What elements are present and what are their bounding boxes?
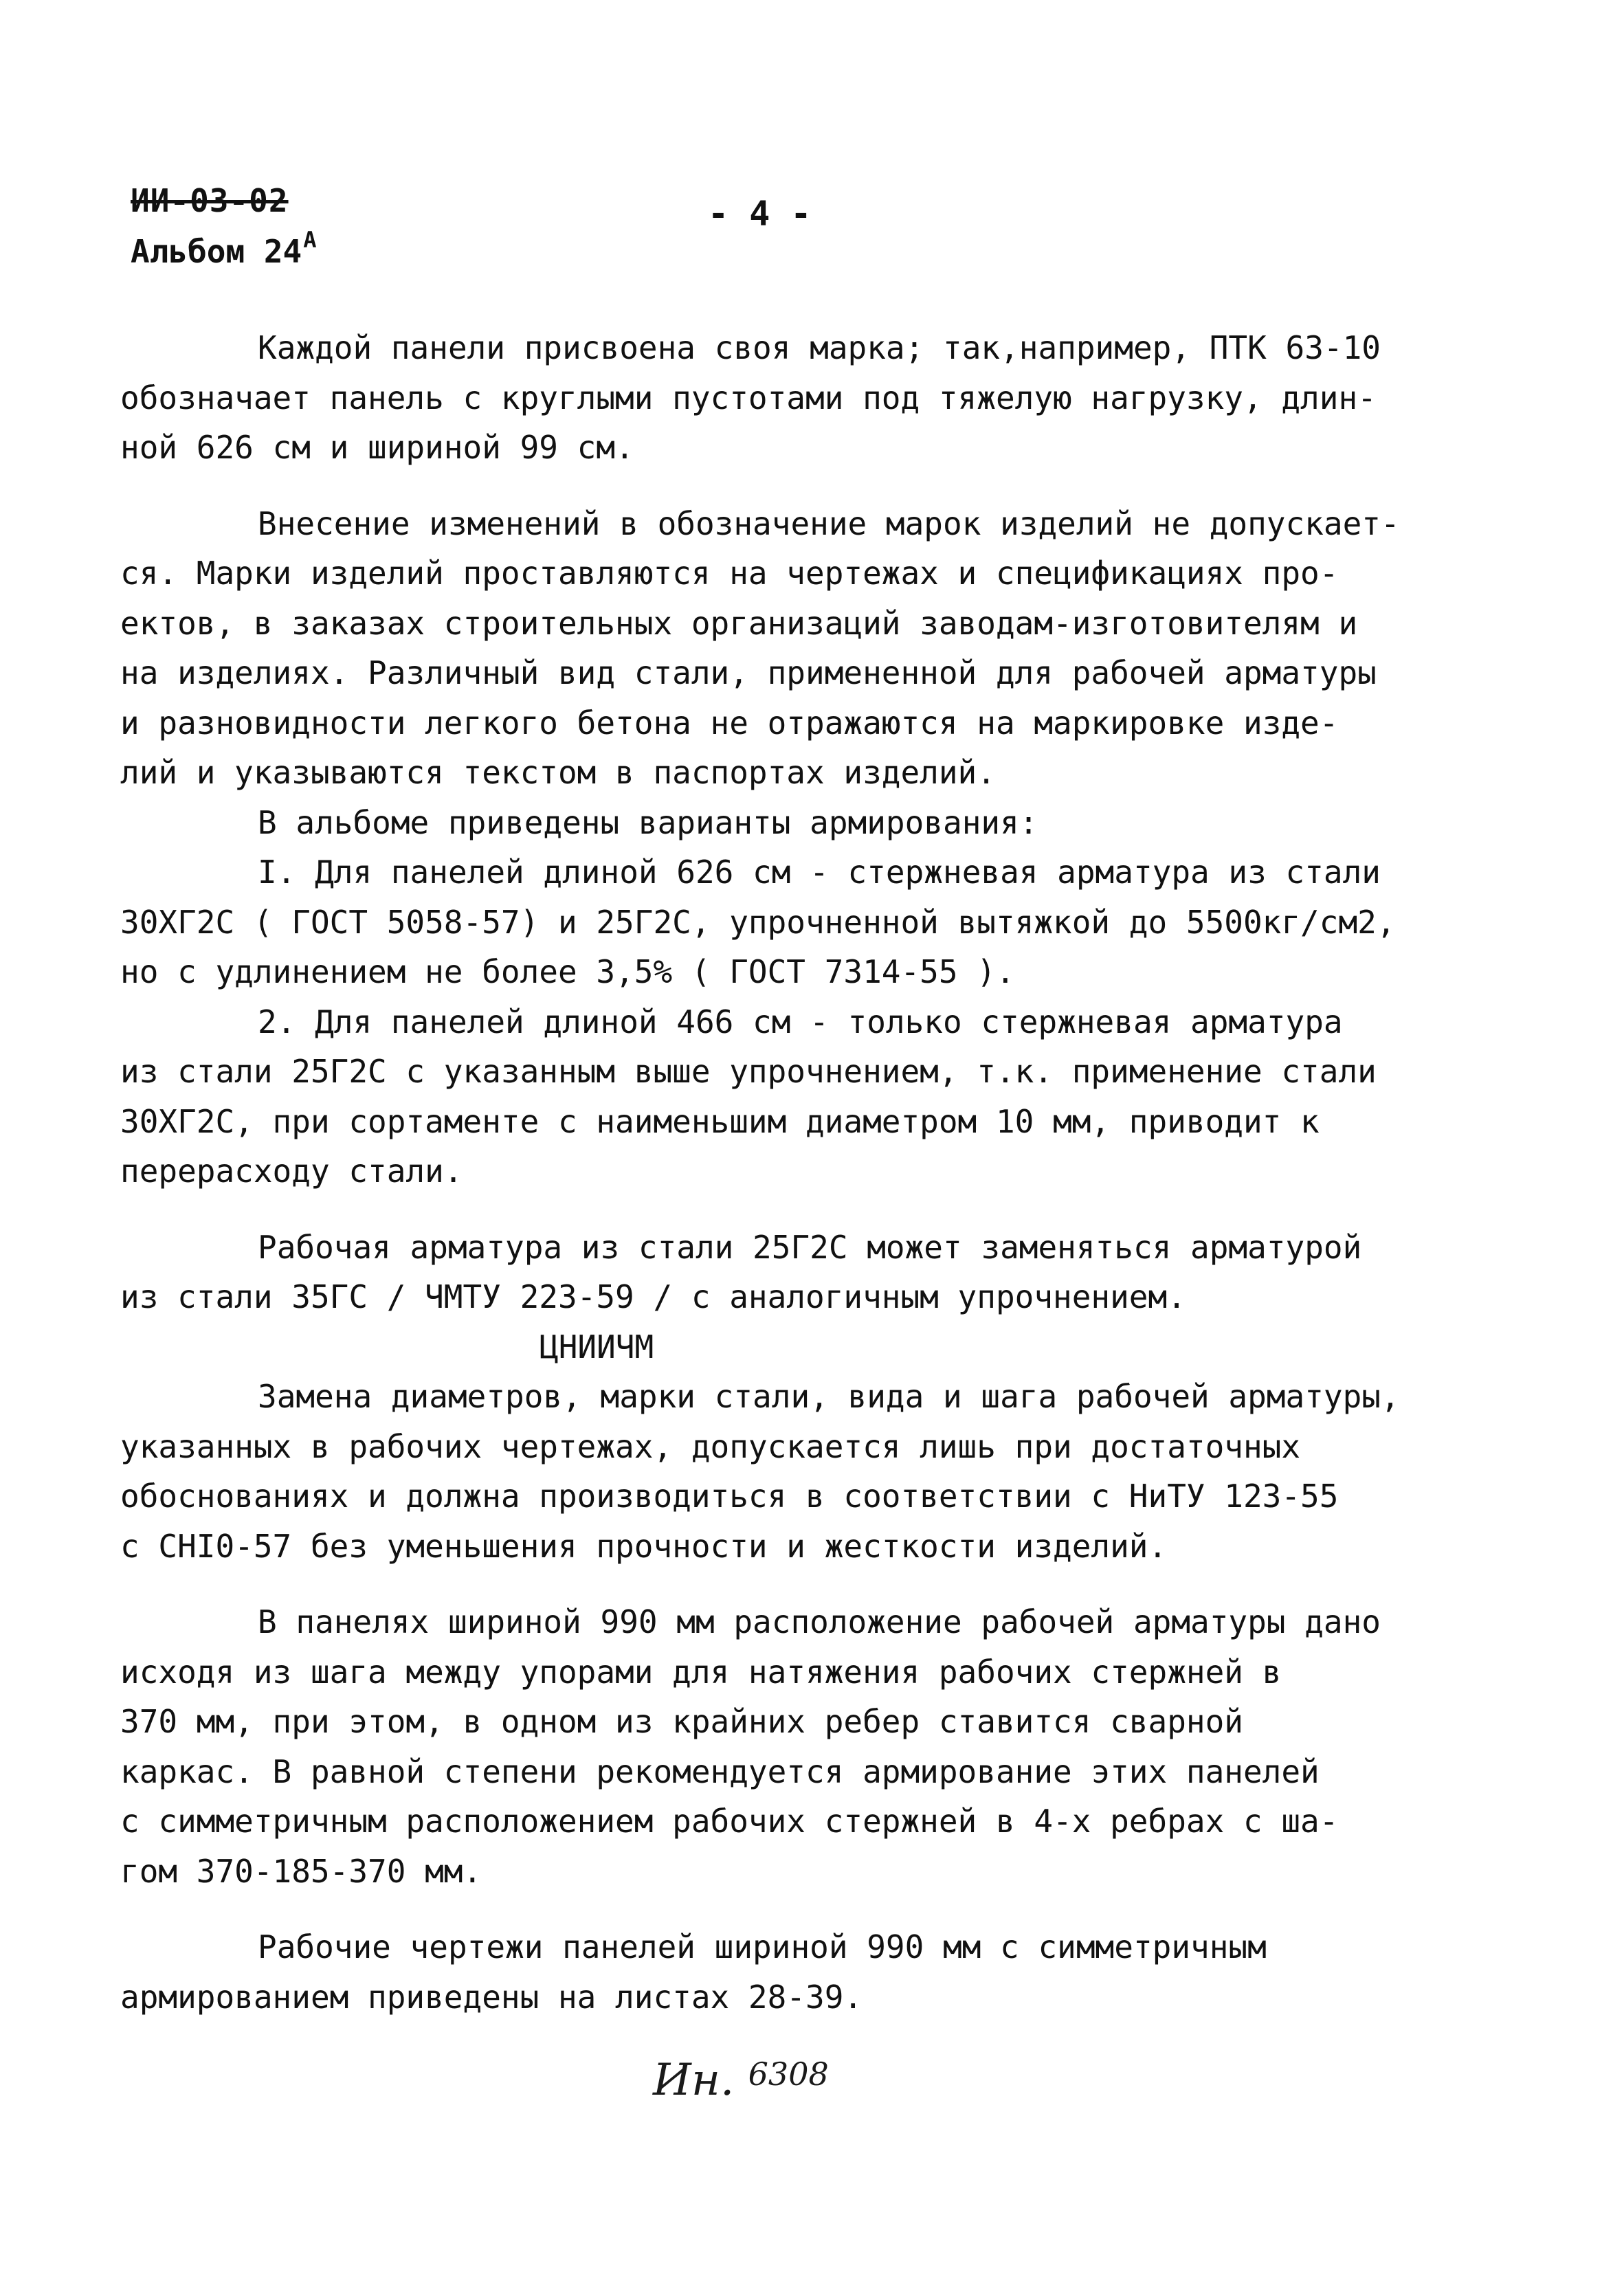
- text-line: с симметричным расположением рабочих стержней в 4-х ребрах с ша-: [120, 1803, 1339, 1840]
- text-line: на изделиях. Различный вид стали, примененной для рабочей арматуры: [120, 654, 1377, 691]
- text-line: гом 370-185-370 мм.: [120, 1852, 482, 1890]
- album-text: Альбом 24: [131, 233, 302, 270]
- text-line: указанных в рабочих чертежах, допускается лишь при достаточных: [120, 1427, 1301, 1465]
- text-line: ной 626 см и шириной 99 см.: [120, 429, 634, 466]
- text-line: из стали 25Г2С с указанным выше упрочнением, т.к. применение стали: [120, 1053, 1377, 1090]
- text-line: каркас. В равной степени рекомендуется армирование этих панелей: [120, 1752, 1320, 1790]
- text-line: из стали 35ГС / ЧМТУ 223-59 / с аналогичным упрочнением.: [120, 1278, 1186, 1315]
- inventory-prefix: Ин.: [653, 2055, 735, 2106]
- text-line: но с удлинением не более 3,5% ( ГОСТ 7314-55 ).: [120, 953, 1015, 990]
- text-line: 370 мм, при этом, в одном из крайних ребер ставится сварной: [120, 1703, 1243, 1740]
- institute-note: ЦНИИЧМ: [540, 1328, 654, 1366]
- paragraph-3: [120, 1223, 1488, 1572]
- list-item-2: 2. Для панелей длиной 466 см - только стержневая арматура: [258, 1003, 1343, 1040]
- paragraph-gap: [120, 473, 1488, 499]
- text-line: обоснованиях и должна производиться в соответствии с НиТУ 123-55: [120, 1478, 1339, 1515]
- text-line: армированием приведены на листах 28-39.: [120, 1978, 863, 2016]
- paragraph-gap: [120, 1196, 1488, 1223]
- album-mark: А: [303, 227, 317, 253]
- album-label: [131, 227, 317, 270]
- text-line: ектов, в заказах строительных организаций заводам-изготовителям и: [120, 604, 1358, 642]
- text-line: 30ХГ2С, при сортаменте с наименьшим диаметром 10 мм, приводит к: [120, 1102, 1320, 1140]
- paragraph-1: [120, 323, 1488, 473]
- text-line: перерасходу стали.: [120, 1152, 463, 1190]
- text-line: исходя из шага между упорами для натяжения рабочих стержней в: [120, 1653, 1282, 1691]
- page-number: - 4 -: [708, 194, 812, 234]
- text-line: обозначает панель с круглыми пустотами под тяжелую нагрузку, длин-: [120, 379, 1377, 416]
- paragraph-gap: [120, 1571, 1488, 1597]
- text-line: ся. Марки изделий проставляются на чертежах и спецификациях про-: [120, 555, 1339, 592]
- document-body: [120, 323, 1488, 2022]
- text-line: Внесение изменений в обозначение марок изделий не допускает-: [258, 504, 1400, 542]
- document-code: ИИ-03-02: [131, 182, 289, 219]
- text-line: В альбоме приведены варианты армирования:: [258, 803, 1038, 841]
- list-item-1: I. Для панелей длиной 626 см - стержневая арматура из стали: [258, 854, 1381, 891]
- text-line: Рабочие чертежи панелей шириной 990 мм с симметричным: [258, 1928, 1267, 1965]
- text-line: 30ХГ2С ( ГОСТ 5058-57) и 25Г2С, упрочненной вытяжкой до 5500кг/см2,: [120, 903, 1396, 941]
- text-line: лий и указываются текстом в паспортах изделий.: [120, 754, 996, 791]
- text-line: Каждой панели присвоена своя марка; так,например, ПТК 63-10: [258, 329, 1381, 366]
- paragraph-gap: [120, 1896, 1488, 1922]
- text-line: Рабочая арматура из стали 25Г2С может заменяться арматурой: [258, 1228, 1362, 1266]
- text-line: Замена диаметров, марки стали, вида и шага рабочей арматуры,: [258, 1378, 1400, 1415]
- text-line: В панелях шириной 990 мм расположение рабочей арматуры дано: [258, 1603, 1381, 1640]
- handwritten-inventory-note: [653, 2055, 829, 2106]
- text-line: с СНI0-57 без уменьшения прочности и жесткости изделий.: [120, 1527, 1168, 1565]
- inventory-number: 6308: [748, 2056, 829, 2093]
- paragraph-2: [120, 499, 1488, 1196]
- paragraph-4: [120, 1597, 1488, 1896]
- text-line: и разновидности легкого бетона не отражаются на маркировке изде-: [120, 704, 1339, 742]
- paragraph-5: [120, 1922, 1488, 2022]
